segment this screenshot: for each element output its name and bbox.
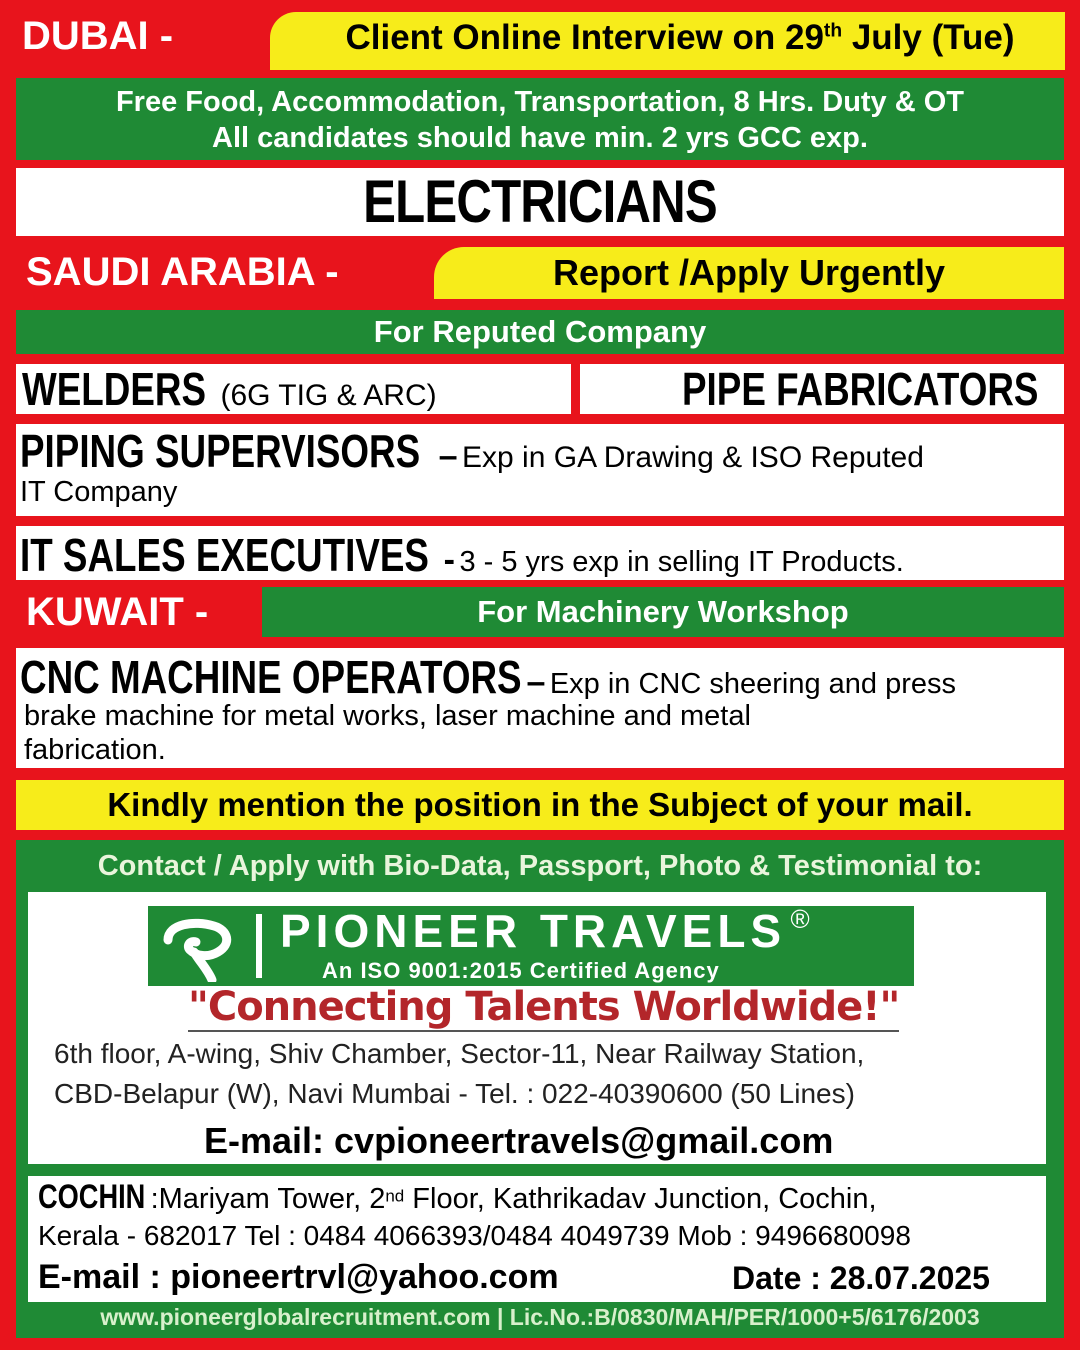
piping-supervisors-note2: IT Company <box>20 476 178 508</box>
piping-dash: – <box>438 437 458 475</box>
welders-note: (6G TIG & ARC) <box>220 379 437 412</box>
electricians-title: ELECTRICIANS <box>363 168 717 235</box>
it-sales-dash: - <box>443 541 455 579</box>
tagline: "Connecting Talents Worldwide!" <box>188 984 900 1030</box>
piping-supervisors-title: PIPING SUPERVISORS <box>20 425 421 477</box>
logo-divider <box>256 914 262 978</box>
cochin-address-line2: Kerala - 682017 Tel : 0484 4066393/0484 4049739 Mob : 9496680098 <box>38 1220 911 1251</box>
dubai-interview-pre: Client Online Interview on 29 <box>345 18 824 57</box>
dubai-interview-sup: th <box>823 20 843 42</box>
pioneer-logo-icon <box>156 910 242 982</box>
welders-row <box>22 362 437 416</box>
pipe-fabricators-title: PIPE FABRICATORS <box>682 363 1039 415</box>
piping-supervisors-row <box>20 424 924 478</box>
kuwait-workshop-bar: For Machinery Workshop <box>262 587 1064 637</box>
cnc-row <box>20 650 956 704</box>
subject-notice: Kindly mention the position in the Subject of your mail. <box>16 780 1064 830</box>
cochin-addr-pre: :Mariyam Tower, 2 <box>150 1183 386 1215</box>
cnc-note2: brake machine for metal works, laser machine and metal <box>24 700 751 732</box>
notice-date: Date : 28.07.2025 <box>732 1260 990 1296</box>
it-sales-row <box>20 528 904 582</box>
saudi-urgent-text: Report /Apply Urgently <box>552 252 946 293</box>
dubai-interview-post: July (Tue) <box>842 18 1015 57</box>
dubai-benefits-box <box>16 78 1064 160</box>
cnc-dash: – <box>526 663 546 701</box>
cochin-label: COCHIN <box>38 1178 146 1216</box>
welders-title: WELDERS <box>22 363 206 415</box>
mumbai-address-line2: CBD-Belapur (W), Navi Mumbai - Tel. : 022-40390600 (50 Lines) <box>54 1078 855 1109</box>
mumbai-email: E-mail: cvpioneertravels@gmail.com <box>204 1120 834 1161</box>
company-name-text: PIONEER TRAVELS <box>280 905 787 957</box>
contact-heading: Contact / Apply with Bio-Data, Passport, Photo & Testimonial to: <box>97 850 983 882</box>
cnc-note1: Exp in CNC sheering and press <box>549 668 957 700</box>
cochin-email: E-mail : pioneertrvl@yahoo.com <box>38 1258 559 1296</box>
cochin-addr-post: Floor, Kathrikadav Junction, Cochin, <box>404 1183 877 1215</box>
piping-supervisors-note: Exp in GA Drawing & ISO Reputed <box>462 441 924 474</box>
it-sales-note: 3 - 5 yrs exp in selling IT Products. <box>459 546 904 578</box>
pioneer-company-name <box>280 904 810 958</box>
cnc-title: CNC MACHINE OPERATORS <box>20 651 522 703</box>
kuwait-label: KUWAIT - <box>26 590 209 634</box>
iso-certification: An ISO 9001:2015 Certified Agency <box>322 958 720 983</box>
dubai-label: DUBAI - <box>22 14 174 58</box>
cochin-addr-sup: nd <box>385 1186 405 1206</box>
electricians-box <box>16 168 1064 236</box>
dubai-interview-text <box>300 18 1060 58</box>
dubai-benefits-line2: All candidates should have min. 2 yrs GCC exp. <box>212 122 868 154</box>
cochin-address-line1 <box>38 1178 877 1217</box>
registered-mark: ® <box>790 904 810 934</box>
saudi-label: SAUDI ARABIA - <box>26 250 339 294</box>
dubai-benefits-line1: Free Food, Accommodation, Transportation, 8 Hrs. Duty & OT <box>115 86 965 118</box>
saudi-company-bar: For Reputed Company <box>16 310 1064 354</box>
mumbai-address-line1: 6th floor, A-wing, Shiv Chamber, Sector-11, Near Railway Station, <box>54 1038 865 1069</box>
website-license-footer: www.pioneerglobalrecruitment.com | Lic.No.:B/0830/MAH/PER/1000+5/6176/2003 <box>100 1304 980 1330</box>
it-sales-title: IT SALES EXECUTIVES <box>20 529 429 581</box>
cnc-note3: fabrication. <box>24 734 166 766</box>
